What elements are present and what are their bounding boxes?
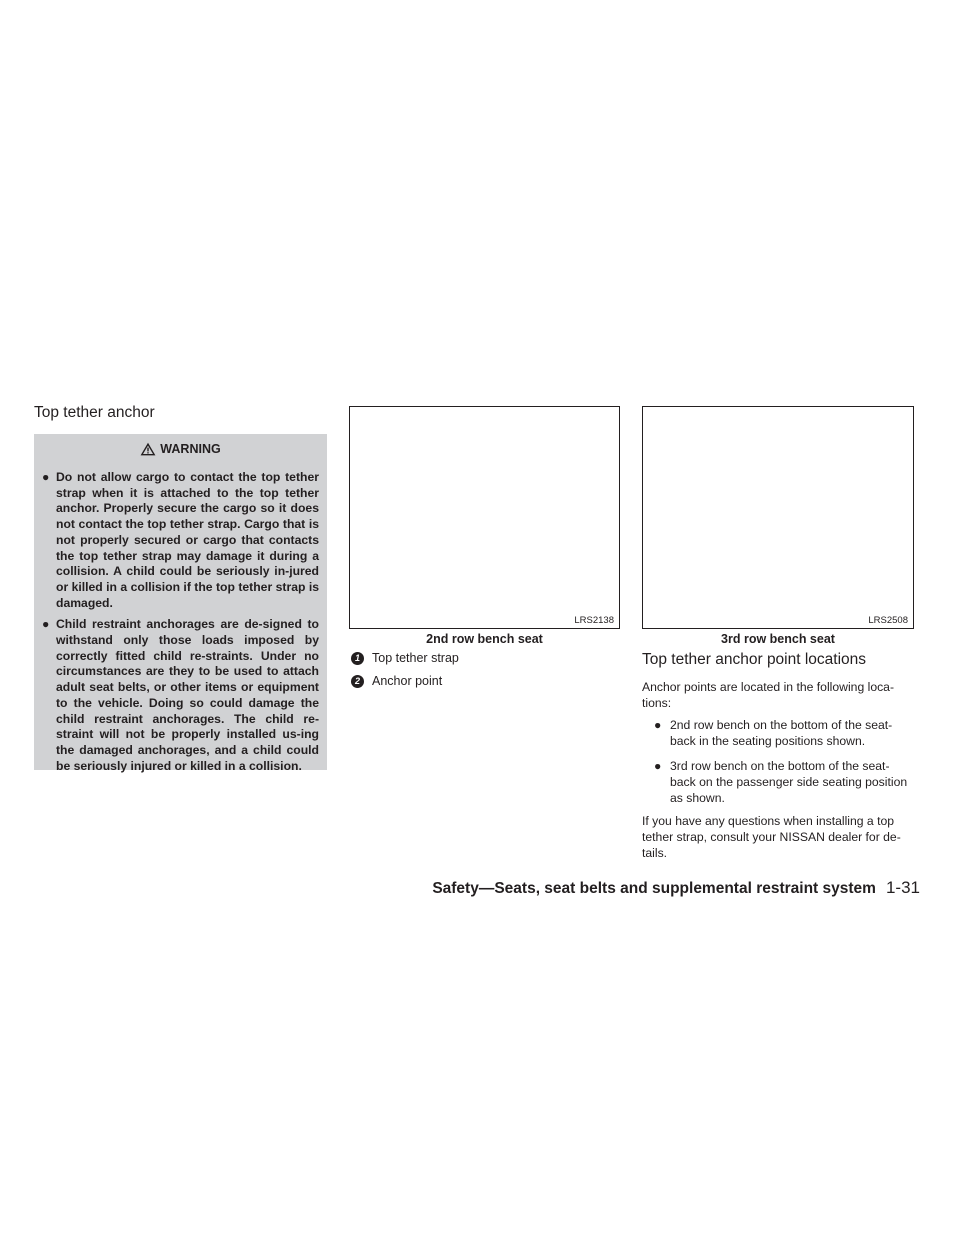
- callout-number-icon: 1: [351, 652, 364, 665]
- location-bullet: [642, 758, 914, 806]
- bullet-icon: ●: [654, 718, 662, 732]
- figure-caption: 3rd row bench seat: [721, 632, 835, 646]
- warning-item: [42, 617, 319, 774]
- bullet-icon: ●: [42, 470, 50, 484]
- section-title-top-tether-anchor: Top tether anchor: [34, 404, 155, 421]
- figure-code: LRS2138: [574, 615, 614, 626]
- bullet-icon: ●: [654, 759, 662, 773]
- warning-item-text: Child restraint anchorages are de-signed to withstand only those loads imposed by correctly fitted child re-straints. Under no circumstances are they to be used to attach adult seat belts, or other items or equipment to the vehicle. Doing so could damage the child restraint anchorages. The child re-straint will not be properly installed us-ing the damaged anchorages, and a child could be seriously injured or killed in a collision.: [56, 617, 319, 773]
- warning-item-text: Do not allow cargo to contact the top tether strap when it is attached to the top tether anchor. Properly secure the cargo so it does not contact the top tether strap. Cargo that is not properly secured or cargo that contacts the top tether strap may damage it during a collision. A child could be seriously in-jured or killed in a collision if the top tether strap is damaged.: [56, 470, 319, 610]
- figure-2nd-row-bench-seat: [349, 406, 620, 629]
- callout-number-icon: 2: [351, 675, 364, 688]
- warning-heading-text: WARNING: [160, 442, 221, 456]
- legend-label: Top tether strap: [372, 651, 459, 665]
- figure-3rd-row-bench-seat: [642, 406, 914, 629]
- outro-paragraph: If you have any questions when installing a top tether strap, consult your NISSAN dealer for de-tails.: [642, 814, 901, 860]
- location-bullet-text: 3rd row bench on the bottom of the seat-back on the passenger side seating position as shown.: [670, 759, 908, 805]
- legend-item: [351, 674, 442, 688]
- legend-label: Anchor point: [372, 674, 443, 688]
- intro-paragraph: Anchor points are located in the following loca-tions:: [642, 680, 895, 710]
- page-footer: [432, 878, 920, 898]
- warning-item: [42, 470, 319, 611]
- warning-list: [42, 470, 319, 774]
- anchor-locations-section: [642, 651, 914, 861]
- location-bullet: [642, 717, 914, 749]
- legend-item: [351, 651, 459, 665]
- footer-section-title: Safety—Seats, seat belts and supplemental restraint system: [432, 880, 876, 897]
- figure-code: LRS2508: [868, 615, 908, 626]
- figure-caption: 2nd row bench seat: [426, 632, 543, 646]
- warning-triangle-icon: [140, 442, 156, 456]
- bullet-icon: ●: [42, 617, 50, 632]
- warning-box: [34, 434, 327, 773]
- section-title-anchor-point-locations: Top tether anchor point locations: [642, 651, 867, 668]
- warning-heading: [42, 440, 319, 458]
- location-bullet-text: 2nd row bench on the bottom of the seat-back in the seating positions shown.: [670, 718, 893, 748]
- page-number: 1-31: [885, 878, 920, 897]
